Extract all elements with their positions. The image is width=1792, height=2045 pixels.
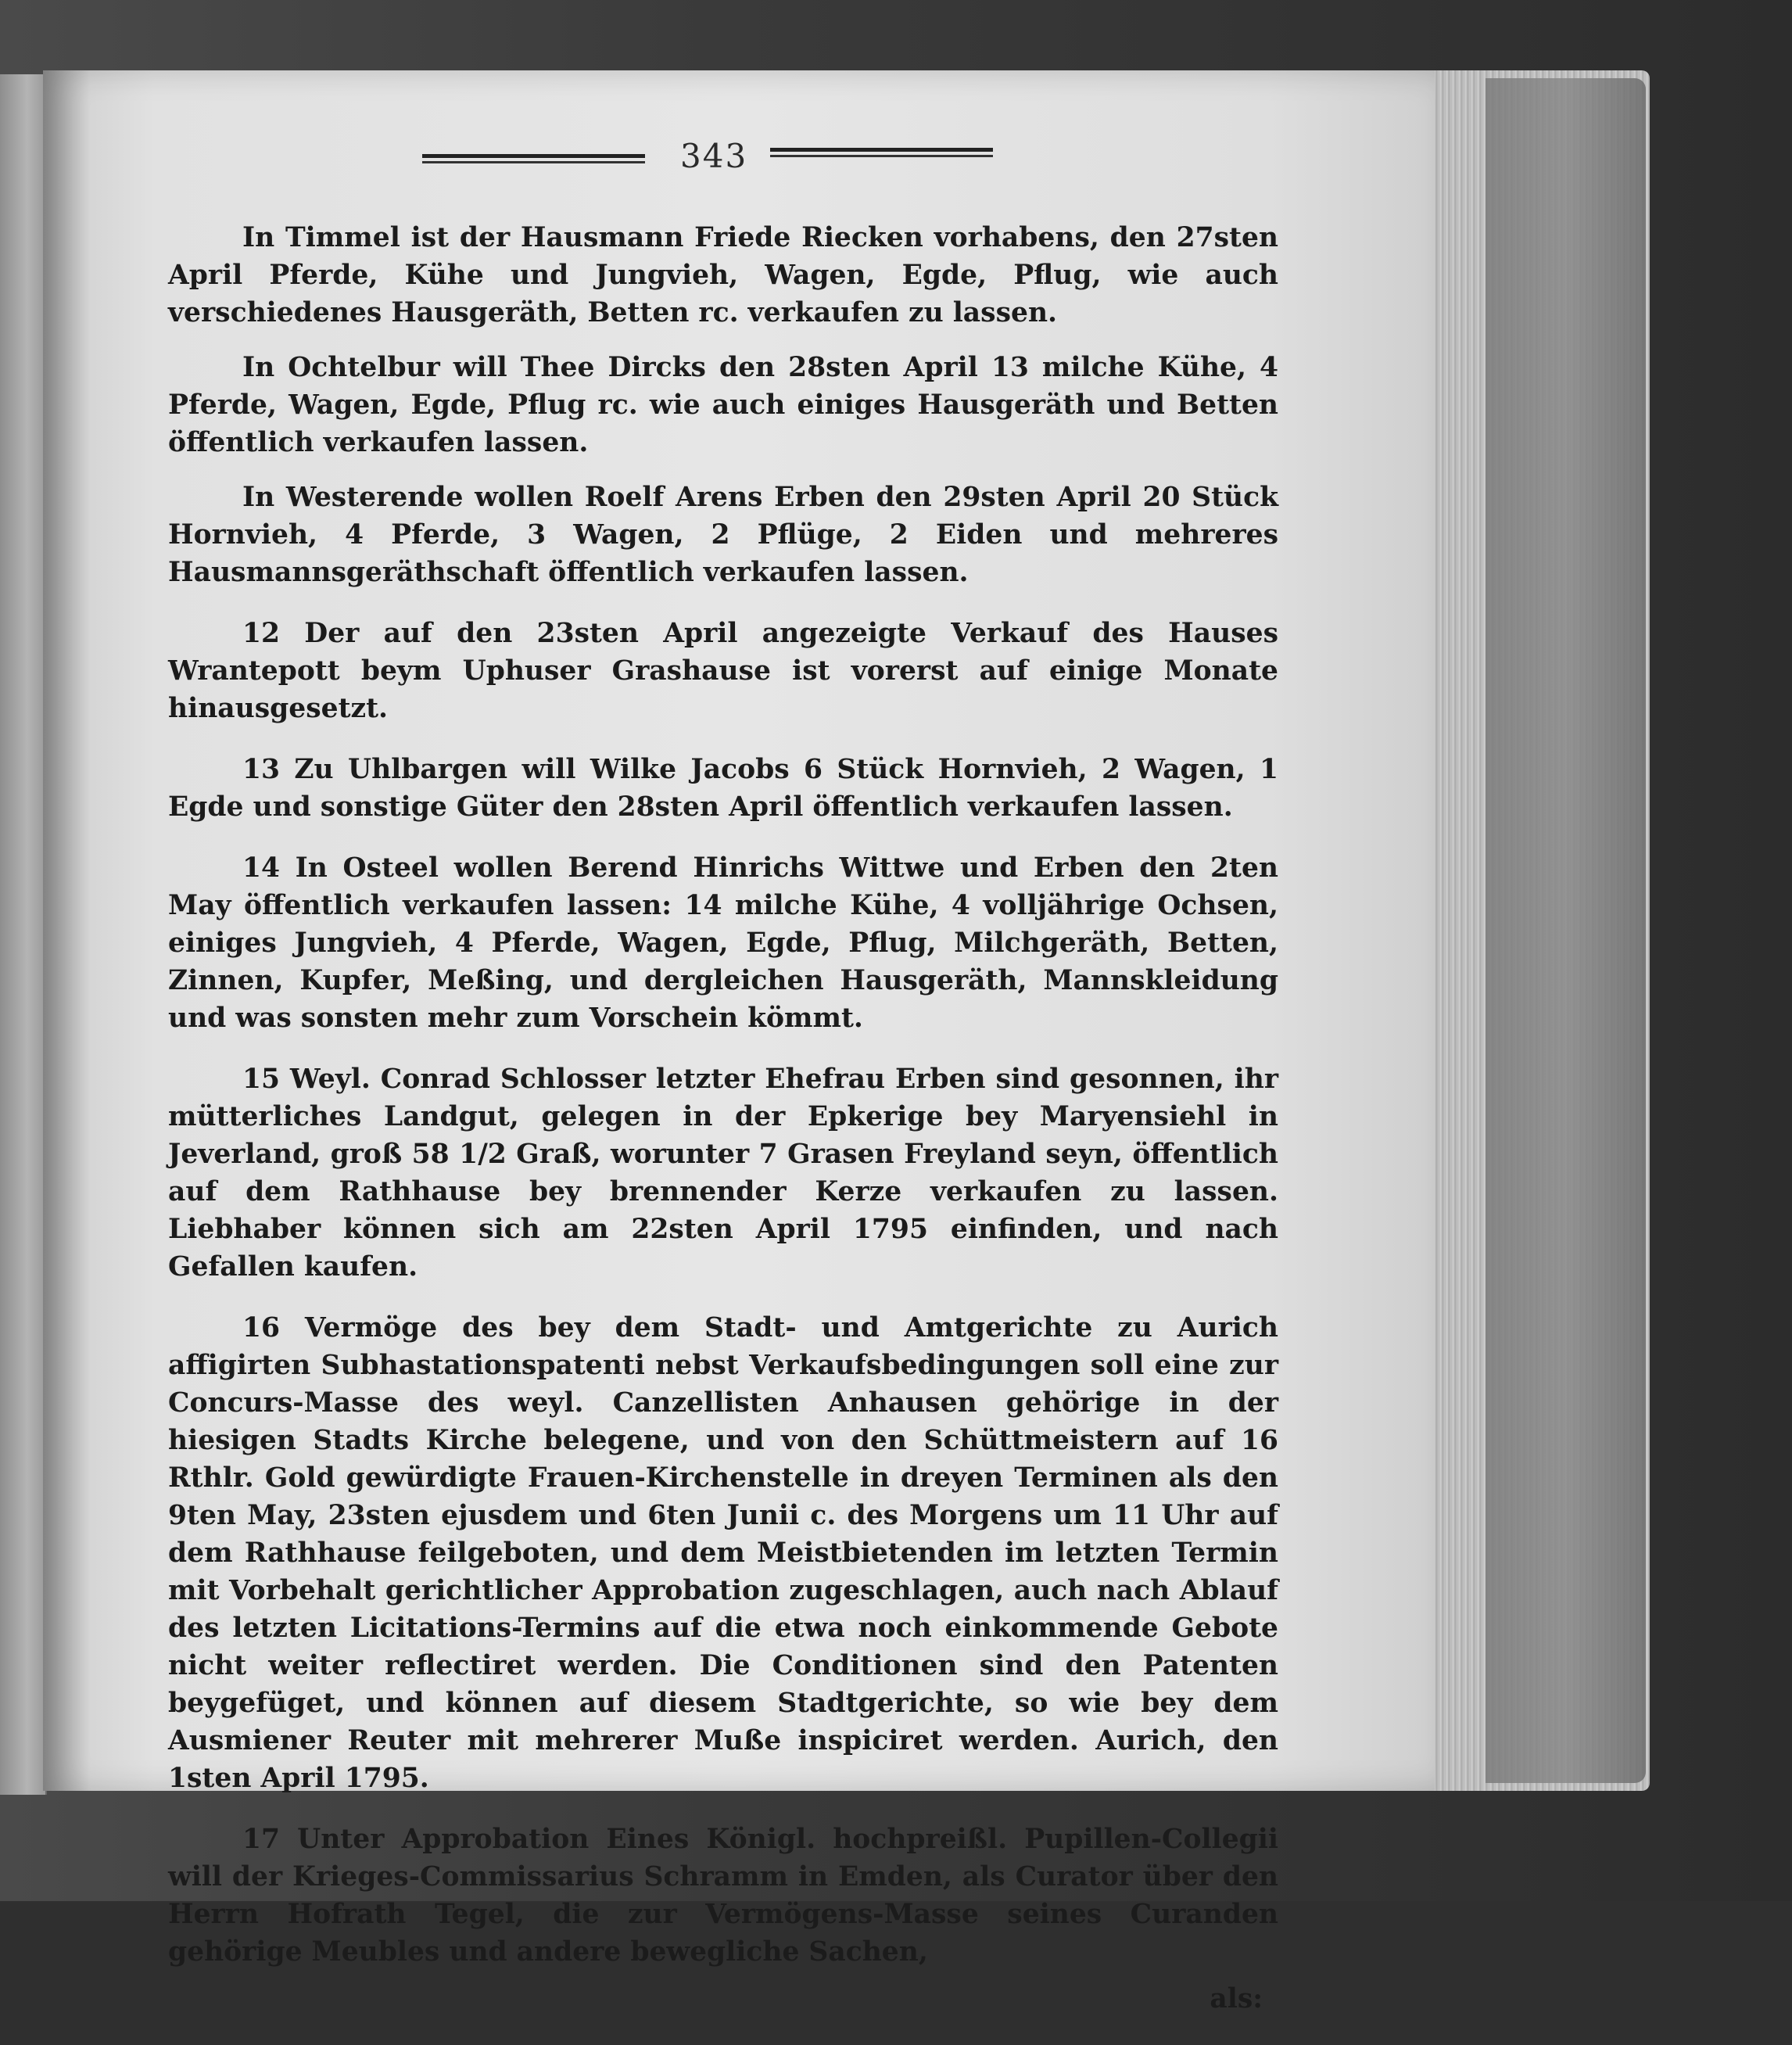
paragraph-12: 12 Der auf den 23sten April angezeigte Verkauf des Hauses Wrantepott beym Uphuser Grashause ist vorerst auf einige Monate hinausgesetzt. <box>168 618 1278 724</box>
page-number: 343 <box>680 137 748 175</box>
paragraph-13: 13 Zu Uhlbargen will Wilke Jacobs 6 Stück Hornvieh, 2 Wagen, 1 Egde und sonstige Güter den 28sten April öffentlich verkaufen lassen. <box>168 754 1278 823</box>
closing-catchword: als: <box>1210 1983 1263 2015</box>
paragraph-15: 15 Weyl. Conrad Schlosser letzter Ehefrau Erben sind gesonnen, ihr mütterliches Landgut, gelegen in der Epkerige bey Maryensiehl in Jeverland, groß 58 1/2 Graß, worunter 7 Grasen Freyland seyn, öffentlich auf dem Rathhause bey brennender Kerze verkaufen zu lassen. Liebhaber können sich am 22sten April 1795 einfinden, und nach Gefallen kaufen. <box>168 1064 1278 1283</box>
page-text <box>168 219 1278 2045</box>
header-rule-left <box>422 154 645 158</box>
paragraph-14: 14 In Osteel wollen Berend Hinrichs Wittwe und Erben den 2ten May öffentlich verkaufen lassen: 14 milche Kühe, 4 volljährige Ochsen, einiges Jungvieh, 4 Pferde, Wagen, Egde, Pflug, Milchgeräth, Betten, Zinnen, Kupfer, Meßing, und dergleichen Hausgeräth, Mannskleidung und was sonsten mehr zum Vorschein kömmt. <box>168 852 1278 1034</box>
paragraph-17: 17 Unter Approbation Eines Königl. hochpreißl. Pupillen-Collegii will der Krieges-Commissarius Schramm in Emden, als Curator über den Herrn Hofrath Tegel, die zur Vermögens-Masse seines Curanden gehörige Meubles und andere bewegliche Sachen, <box>168 1824 1278 1968</box>
spine-shadow <box>43 70 90 1791</box>
book-cover-edge <box>1486 78 1646 1783</box>
paragraph-ochtelbur: In Ochtelbur will Thee Dircks den 28sten April 13 milche Kühe, 4 Pferde, Wagen, Egde, Pflug rc. wie auch einiges Hausgeräth und Betten öffentlich verkaufen lassen. <box>168 352 1278 458</box>
page-header <box>422 137 1001 184</box>
paragraph-westerende: In Westerende wollen Roelf Arens Erben den 29sten April 20 Stück Hornvieh, 4 Pferde, 3 Wagen, 2 Pflüge, 2 Eiden und mehreres Hausmannsgeräthschaft öffentlich verkaufen lassen. <box>168 482 1278 588</box>
previous-page-edge <box>0 74 47 1795</box>
paragraph-16: 16 Vermöge des bey dem Stadt- und Amtgerichte zu Aurich affigirten Subhastationspatenti nebst Verkaufsbedingungen soll eine zur Concurs-Masse des weyl. Canzellisten Anhausen gehörige in der hiesigen Stadts Kirche belegene, und von den Schüttmeistern auf 16 Rthlr. Gold gewürdigte Frauen-Kirchenstelle in dreyen Terminen als den 9ten May, 23sten ejusdem und 6ten Junii c. des Morgens um 11 Uhr auf dem Rathhause feilgeboten, und dem Meistbietenden im letzten Termin mit Vorbehalt gerichtlicher Approbation zugeschlagen, auch nach Ablauf des letzten Licitations-Termins auf die etwa noch einkommende Gebote nicht weiter reflectiret werden. Die Conditionen sind den Patenten beygefüget, und können auf diesem Stadtgerichte, so wie bey dem Ausmiener Reuter mit mehrerer Muße inspiciret werden. Aurich, den 1sten April 1795. <box>168 1312 1278 1794</box>
paragraph-timmel: In Timmel ist der Hausmann Friede Riecken vorhabens, den 27sten April Pferde, Kühe und Jungvieh, Wagen, Egde, Pflug, wie auch verschiedenes Hausgeräth, Betten rc. verkaufen zu lassen. <box>168 222 1278 328</box>
header-rule-right <box>770 148 993 152</box>
